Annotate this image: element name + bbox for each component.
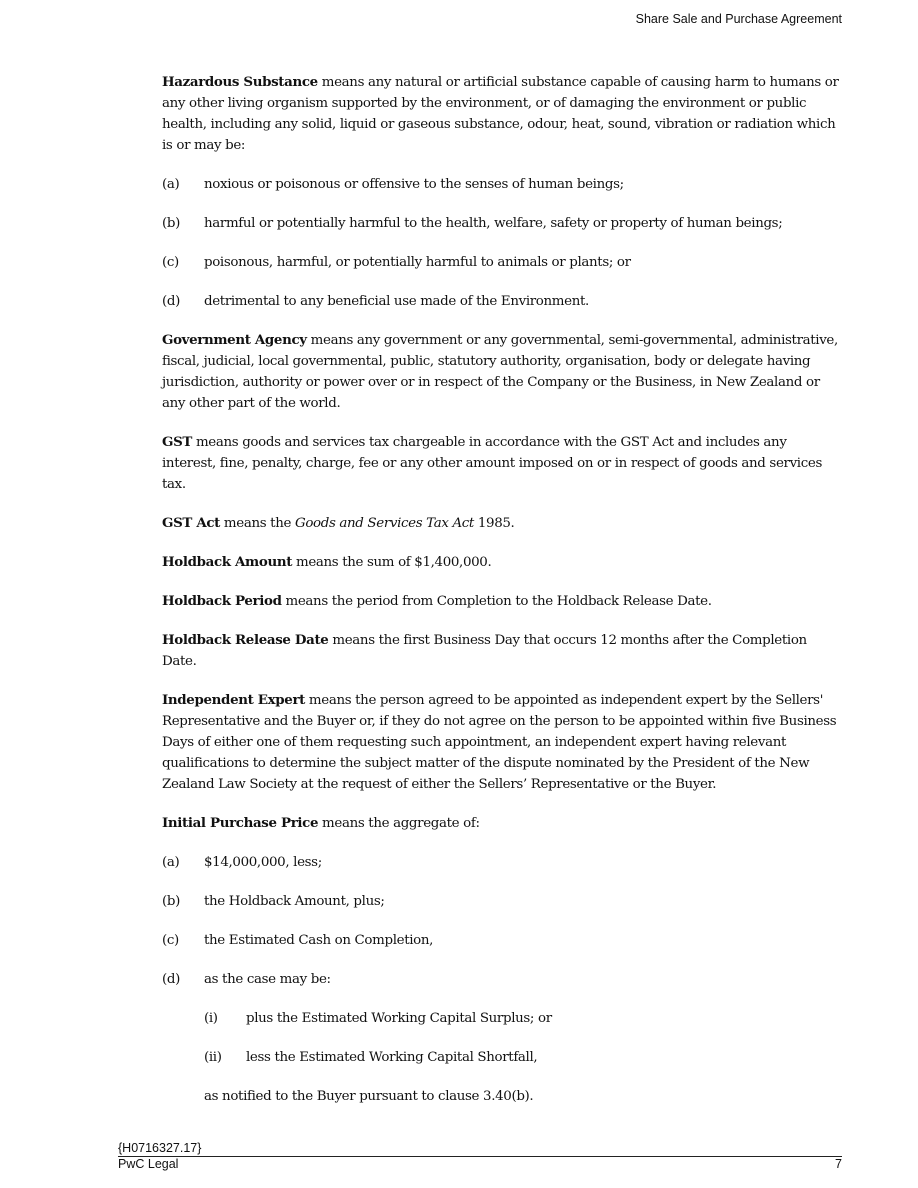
item-label: (b): [162, 894, 180, 909]
definition-text: means the first Business Day that occurs 12 months after the Completion Date.: [162, 633, 807, 669]
definition-hazardous-substance: [162, 72, 844, 156]
list-item: [162, 174, 844, 195]
definition-text: means the sum of $1,400,000.: [292, 555, 492, 570]
item-text: poisonous, harmful, or potentially harmful to animals or plants; or: [204, 255, 631, 270]
term: Initial Purchase Price: [162, 815, 319, 831]
term: Hazardous Substance: [162, 74, 318, 90]
list-item: [162, 891, 844, 912]
definition-text: means the period from Completion to the Holdback Release Date.: [281, 594, 712, 609]
item-label: (d): [162, 972, 180, 987]
item-label: (c): [162, 933, 179, 948]
list-item: [162, 252, 844, 273]
item-label: (b): [162, 216, 180, 231]
page-footer: [118, 1142, 842, 1171]
definition-text: means the person agreed to be appointed as independent expert by the Sellers' Representative and the Buyer or, if they do not agree on the person to be appointed within five Business Days of either one of them requesting such appointment, an independent expert having relevant qualifications to determine the subject matter of the dispute nominated by the President of the New Zealand Law Society at the request of either the Sellers’ Representative or the Buyer.: [162, 693, 837, 792]
list-item: [162, 969, 844, 990]
item-text: less the Estimated Working Capital Shortfall,: [246, 1050, 538, 1065]
document-reference: {H0716327.17}: [118, 1141, 202, 1155]
item-text: noxious or poisonous or offensive to the senses of human beings;: [204, 177, 624, 192]
act-title: Goods and Services Tax Act: [294, 516, 474, 531]
term: Independent Expert: [162, 692, 305, 708]
sub-list-item: [204, 1008, 844, 1029]
definition-holdback-amount: [162, 552, 844, 573]
item-text: harmful or potentially harmful to the health, welfare, safety or property of human beings;: [204, 216, 783, 231]
closing-text: as notified to the Buyer pursuant to clause 3.40(b).: [204, 1089, 534, 1104]
item-label: (ii): [204, 1050, 222, 1065]
list-item: [162, 291, 844, 312]
term: Holdback Release Date: [162, 632, 329, 648]
definition-gst: [162, 432, 844, 495]
term: Holdback Amount: [162, 554, 293, 570]
sub-list-item: [204, 1047, 844, 1068]
term: GST: [162, 434, 193, 450]
item-text: plus the Estimated Working Capital Surplus; or: [246, 1011, 552, 1026]
definition-holdback-period: [162, 591, 844, 612]
item-label: (c): [162, 255, 179, 270]
definition-government-agency: [162, 330, 844, 414]
item-text: the Holdback Amount, plus;: [204, 894, 385, 909]
list-item: [162, 852, 844, 873]
item-text: as the case may be:: [204, 972, 331, 987]
definition-independent-expert: [162, 690, 844, 795]
firm-name: PwC Legal: [118, 1157, 179, 1171]
item-label: (a): [162, 855, 180, 870]
item-label: (d): [162, 294, 180, 309]
term: Holdback Period: [162, 593, 282, 609]
definition-text: means goods and services tax chargeable in accordance with the GST Act and includes any interest, fine, penalty, charge, fee or any other amount imposed on or in respect of goods and services tax.: [162, 435, 822, 492]
definitions-body: [162, 72, 844, 1125]
list-item: [162, 930, 844, 951]
definition-text: means any government or any governmental, semi-governmental, administrative, fiscal, judicial, local governmental, public, statutory authority, organisation, body or delegate having jurisdiction, authority or power over or in respect of the Company or the Business, in New Zealand or any other part of the world.: [162, 333, 838, 411]
definition-initial-purchase-price: [162, 813, 844, 834]
list-item: [162, 213, 844, 234]
item-text: $14,000,000, less;: [204, 855, 322, 870]
definition-holdback-release-date: [162, 630, 844, 672]
item-text: detrimental to any beneficial use made of the Environment.: [204, 294, 589, 309]
definition-text: 1985.: [473, 516, 515, 531]
definition-text: means the aggregate of:: [318, 816, 480, 831]
definition-text: means any natural or artificial substance capable of causing harm to humans or any other living organism supported by the environment, or of damaging the environment or public health, including any solid, liquid or gaseous substance, odour, heat, sound, vibration or radiation which is or may be:: [162, 75, 839, 153]
definition-text: means the: [220, 516, 295, 531]
item-text: the Estimated Cash on Completion,: [204, 933, 434, 948]
item-label: (i): [204, 1011, 218, 1026]
definition-gst-act: [162, 513, 844, 534]
term: Government Agency: [162, 332, 307, 348]
item-label: (a): [162, 177, 180, 192]
term: GST Act: [162, 515, 221, 531]
running-header: Share Sale and Purchase Agreement: [635, 12, 842, 26]
page-number: 7: [835, 1157, 842, 1171]
